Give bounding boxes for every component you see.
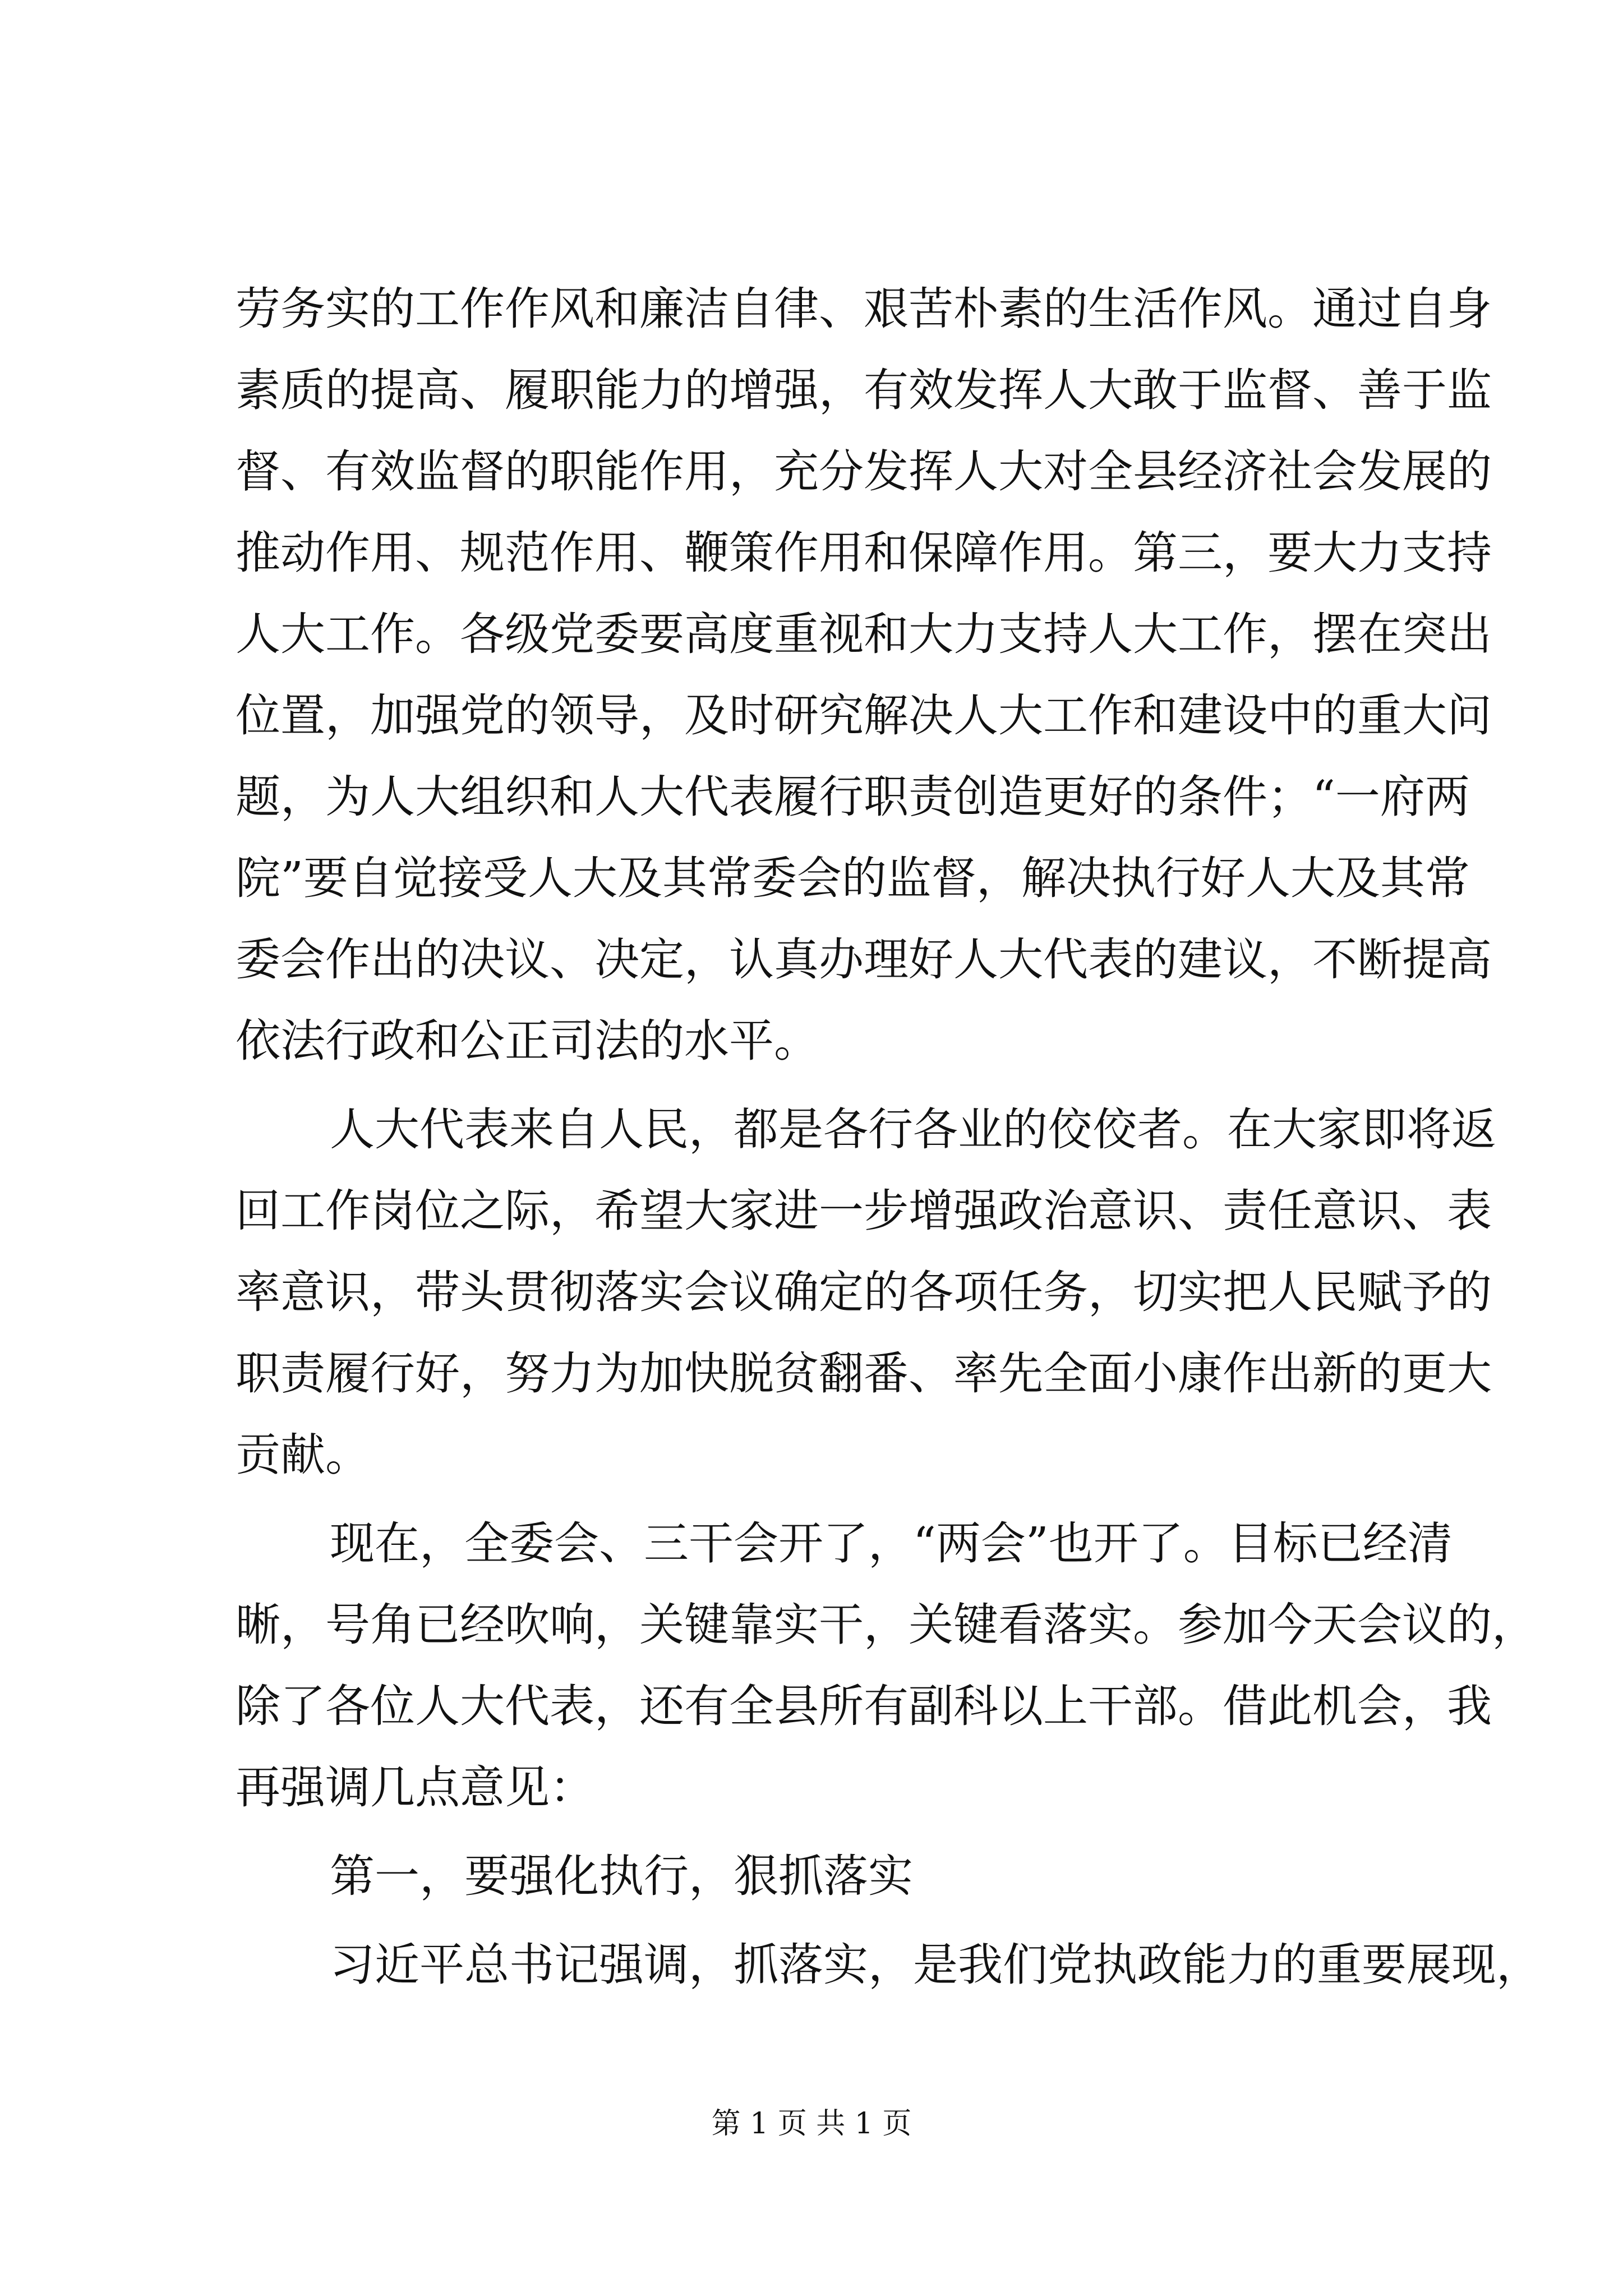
text-line: 第一，要强化执行，狠抓落实 (330, 1850, 913, 1902)
text-line: 职责履行好，努力为加快脱贫翻番、率先全面小康作出新的更大 (236, 1347, 1492, 1400)
text-line: 晰，号角已经吹响，关键靠实干，关键看落实。参加今天会议的， (236, 1599, 1537, 1651)
text-line: 题，为人大组织和人大代表履行职责创造更好的条件；“一府两 (236, 771, 1470, 823)
page-number: 第 1 页 共 1 页 (711, 2107, 912, 2141)
text-line: 再强调几点意见： (236, 1761, 594, 1814)
text-line: 依法行政和公正司法的水平。 (236, 1015, 819, 1067)
paragraph (236, 1924, 1541, 2005)
text-line: 院”要自觉接受人大及其常委会的监督，解决执行好人大及其常 (236, 852, 1470, 904)
text-line: 人大工作。各级党委要高度重视和大力支持人大工作，摆在突出 (236, 608, 1492, 660)
text-line: 回工作岗位之际，希望大家进一步增强政治意识、责任意识、表 (236, 1185, 1492, 1237)
paragraph-spacer (236, 1082, 1436, 1089)
text-line: 人大代表来自人民，都是各行各业的佼佼者。在大家即将返 (330, 1103, 1496, 1156)
text-line: 率意识，带头贯彻落实会议确定的各项任务，切实把人民赋予的 (236, 1266, 1492, 1318)
text-line: 素质的提高、履职能力的增强，有效发挥人大敢于监督、善于监 (236, 364, 1492, 416)
text-line: 推动作用、规范作用、鞭策作用和保障作用。第三，要大力支持 (236, 527, 1492, 579)
paragraph (236, 268, 1492, 1082)
document-body (236, 268, 1541, 2005)
section-heading (236, 1835, 1436, 1917)
text-line: 督、有效监督的职能作用，充分发挥人大对全县经济社会发展的 (236, 445, 1492, 498)
text-line: 现在，全委会、三干会开了，“两会”也开了。目标已经清 (330, 1517, 1453, 1570)
page-footer (0, 2101, 1623, 2146)
text-line: 位置，加强党的领导，及时研究解决人大工作和建设中的重大问 (236, 689, 1492, 742)
text-line: 除了各位人大代表，还有全县所有副科以上干部。借此机会，我 (236, 1680, 1492, 1732)
paragraph (236, 1503, 1537, 1828)
paragraph-spacer (236, 1917, 1436, 1924)
text-line: 贡献。 (236, 1429, 370, 1481)
text-line: 习近平总书记强调，抓落实，是我们党执政能力的重要展现， (330, 1939, 1541, 1991)
paragraph (236, 1089, 1496, 1496)
paragraph-spacer (236, 1496, 1436, 1503)
text-line: 委会作出的决议、决定，认真办理好人大代表的建议，不断提高 (236, 933, 1492, 986)
text-line: 劳务实的工作作风和廉洁自律、艰苦朴素的生活作风。通过自身 (236, 283, 1492, 335)
paragraph-spacer (236, 1828, 1436, 1835)
